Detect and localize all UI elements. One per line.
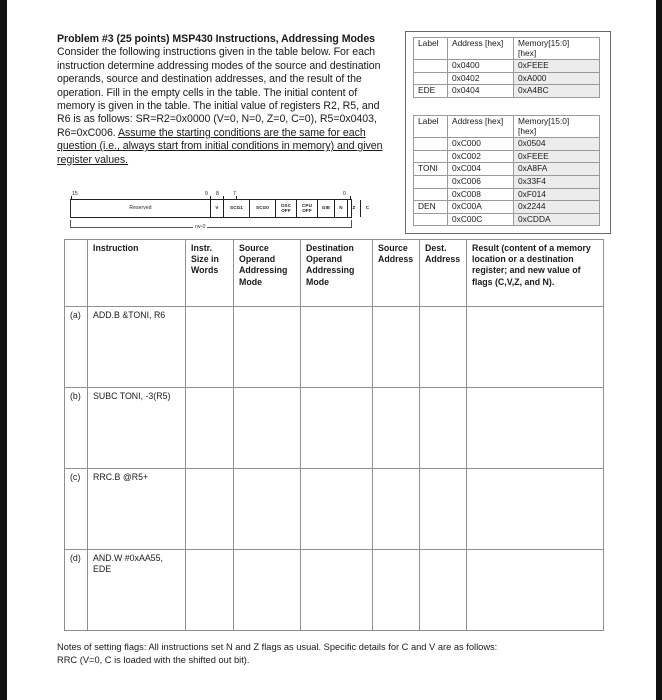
cell-index: (d) <box>65 550 88 631</box>
table-row <box>65 388 604 469</box>
table-row <box>414 138 600 151</box>
table-row <box>65 550 604 631</box>
problem-intro-text: Consider the following instructions given in the table below. For each instruction determine addressing modes of the source and destination operands, source and destination addresses, and the result of the operation. Fill in the empty cells in the table. The initial content of memory is given in the table. The initial value of registers R2, R5, and R6 is as follows: SR=R2=0x0000 (V=0, N=0, Z=0, C=0), R5=0x0403, R6=0xC006. <box>57 46 381 139</box>
header-instr-size: Instr. Size in Words <box>186 240 234 307</box>
cell-index: (b) <box>65 388 88 469</box>
table-row <box>414 201 600 214</box>
header-address: Address [hex] <box>448 38 514 60</box>
memory-tables-container <box>405 31 611 234</box>
header-label: Label <box>414 38 448 60</box>
cell-source-mode[interactable] <box>234 469 301 550</box>
table-row <box>414 175 600 188</box>
problem-title: Problem #3 (25 points) MSP430 Instructions, Addressing Modes <box>57 33 376 45</box>
header-instruction: Instruction <box>88 240 186 307</box>
sr-field-gie: GIE <box>318 200 335 217</box>
cell-instruction: SUBC TONI, -3(R5) <box>88 388 186 469</box>
cell-memory: 0xA4BC <box>514 85 600 98</box>
header-destination-mode: Destination Operand Addressing Mode <box>301 240 373 307</box>
flag-notes-line-2: RRC (V=0, C is loaded with the shifted out bit). <box>57 655 250 665</box>
cell-destination-mode[interactable] <box>301 307 373 388</box>
cell-address: 0xC008 <box>448 188 514 201</box>
cell-label: DEN <box>414 201 448 214</box>
problem-statement <box>57 33 392 167</box>
sr-field-oscoff: OSC OFF <box>276 200 297 217</box>
cell-destination-mode[interactable] <box>301 388 373 469</box>
table-row <box>414 72 600 85</box>
table-row <box>65 469 604 550</box>
cell-source-address[interactable] <box>373 307 420 388</box>
header-dest-address: Dest. Address <box>420 240 467 307</box>
bit-number-9: 9 <box>205 191 208 197</box>
sr-field-scg0: SCG0 <box>250 200 276 217</box>
cell-dest-address[interactable] <box>420 469 467 550</box>
bit-number-0: 0 <box>343 191 346 197</box>
cell-address: 0x0402 <box>448 72 514 85</box>
sr-brace <box>70 220 352 228</box>
cell-dest-address[interactable] <box>420 388 467 469</box>
bit-number-8: 8 <box>216 191 219 197</box>
cell-address: 0x0400 <box>448 60 514 73</box>
header-memory: Memory[15:0] [hex] <box>514 116 600 138</box>
cell-label <box>414 60 448 73</box>
cell-memory: 0xFEEE <box>514 60 600 73</box>
cell-label <box>414 175 448 188</box>
sr-field-reserved: Reserved <box>71 200 211 217</box>
table-row <box>414 85 600 98</box>
cell-destination-mode[interactable] <box>301 550 373 631</box>
instructions-table <box>64 239 604 631</box>
cell-memory: 0xF014 <box>514 188 600 201</box>
bit-number-15: 15 <box>72 191 78 197</box>
sr-field-c: C <box>365 205 370 211</box>
sr-field-cpuoff: CPU OFF <box>297 200 318 217</box>
sr-field-n: N <box>335 200 348 217</box>
cell-memory: 0xA8FA <box>514 163 600 176</box>
table-row <box>414 163 600 176</box>
cell-instr-size[interactable] <box>186 388 234 469</box>
cell-instr-size[interactable] <box>186 469 234 550</box>
cell-instruction: AND.W #0xAA55, EDE <box>88 550 186 631</box>
cell-result[interactable] <box>467 469 604 550</box>
cell-label <box>414 188 448 201</box>
flag-notes-line-1: Notes of setting flags: All instructions set N and Z flags as usual. Specific details for C and V are as follows: <box>57 642 498 652</box>
memory-table-2-header <box>414 116 600 138</box>
cell-memory: 0xCDDA <box>514 213 600 226</box>
cell-memory: 0x2244 <box>514 201 600 214</box>
header-label: Label <box>414 116 448 138</box>
cell-memory: 0x0504 <box>514 138 600 151</box>
cell-address: 0xC004 <box>448 163 514 176</box>
bit-number-7: 7 <box>233 191 236 197</box>
cell-instruction: RRC.B @R5+ <box>88 469 186 550</box>
cell-source-mode[interactable] <box>234 388 301 469</box>
cell-memory: 0x33F4 <box>514 175 600 188</box>
problem-intro-underlined: Assume the starting conditions are the same for each question (i.e., always start from initial conditions in memory) and given register values. <box>57 126 383 166</box>
cell-result[interactable] <box>467 550 604 631</box>
memory-table-1-header <box>414 38 600 60</box>
cell-memory: 0xA000 <box>514 72 600 85</box>
table-row <box>414 188 600 201</box>
cell-source-address[interactable] <box>373 550 420 631</box>
page-edge-left <box>0 0 7 700</box>
cell-label: TONI <box>414 163 448 176</box>
table-row <box>414 150 600 163</box>
cell-instr-size[interactable] <box>186 307 234 388</box>
page-edge-right <box>656 0 662 700</box>
header-memory: Memory[15:0] [hex] <box>514 38 600 60</box>
cell-address: 0xC00A <box>448 201 514 214</box>
cell-instruction: ADD.B &TONI, R6 <box>88 307 186 388</box>
header-result: Result (content of a memory location or a destination register; and new value of flags (C,V,Z, and N). <box>467 240 604 307</box>
cell-label <box>414 138 448 151</box>
sr-field-v: V <box>211 200 224 217</box>
table-row <box>414 60 600 73</box>
cell-address: 0xC00C <box>448 213 514 226</box>
cell-address: 0xC002 <box>448 150 514 163</box>
cell-label <box>414 72 448 85</box>
header-source-mode: Source Operand Addressing Mode <box>234 240 301 307</box>
cell-result[interactable] <box>467 388 604 469</box>
flag-notes <box>57 641 617 667</box>
header-index <box>65 240 88 307</box>
cell-index: (c) <box>65 469 88 550</box>
sr-field-z: Z <box>348 200 361 217</box>
cell-instr-size[interactable] <box>186 550 234 631</box>
header-source-address: Source Address <box>373 240 420 307</box>
cell-label: EDE <box>414 85 448 98</box>
cell-label <box>414 150 448 163</box>
sr-brace-label: rw-0 <box>195 224 206 230</box>
sr-field-scg1: SCG1 <box>224 200 250 217</box>
cell-source-address[interactable] <box>373 388 420 469</box>
cell-destination-mode[interactable] <box>301 469 373 550</box>
cell-dest-address[interactable] <box>420 550 467 631</box>
header-address: Address [hex] <box>448 116 514 138</box>
memory-table-1 <box>413 37 600 98</box>
document-page <box>7 0 656 700</box>
cell-source-address[interactable] <box>373 469 420 550</box>
cell-memory: 0xFEEE <box>514 150 600 163</box>
table-row <box>414 213 600 226</box>
memory-table-2 <box>413 115 600 226</box>
cell-index: (a) <box>65 307 88 388</box>
status-register-diagram <box>65 190 370 236</box>
cell-source-mode[interactable] <box>234 550 301 631</box>
cell-address: 0xC000 <box>448 138 514 151</box>
table-row <box>65 307 604 388</box>
cell-source-mode[interactable] <box>234 307 301 388</box>
cell-result[interactable] <box>467 307 604 388</box>
cell-dest-address[interactable] <box>420 307 467 388</box>
instructions-table-header <box>65 240 604 307</box>
cell-address: 0xC006 <box>448 175 514 188</box>
cell-address: 0x0404 <box>448 85 514 98</box>
status-register-bits <box>70 199 370 218</box>
cell-label <box>414 213 448 226</box>
